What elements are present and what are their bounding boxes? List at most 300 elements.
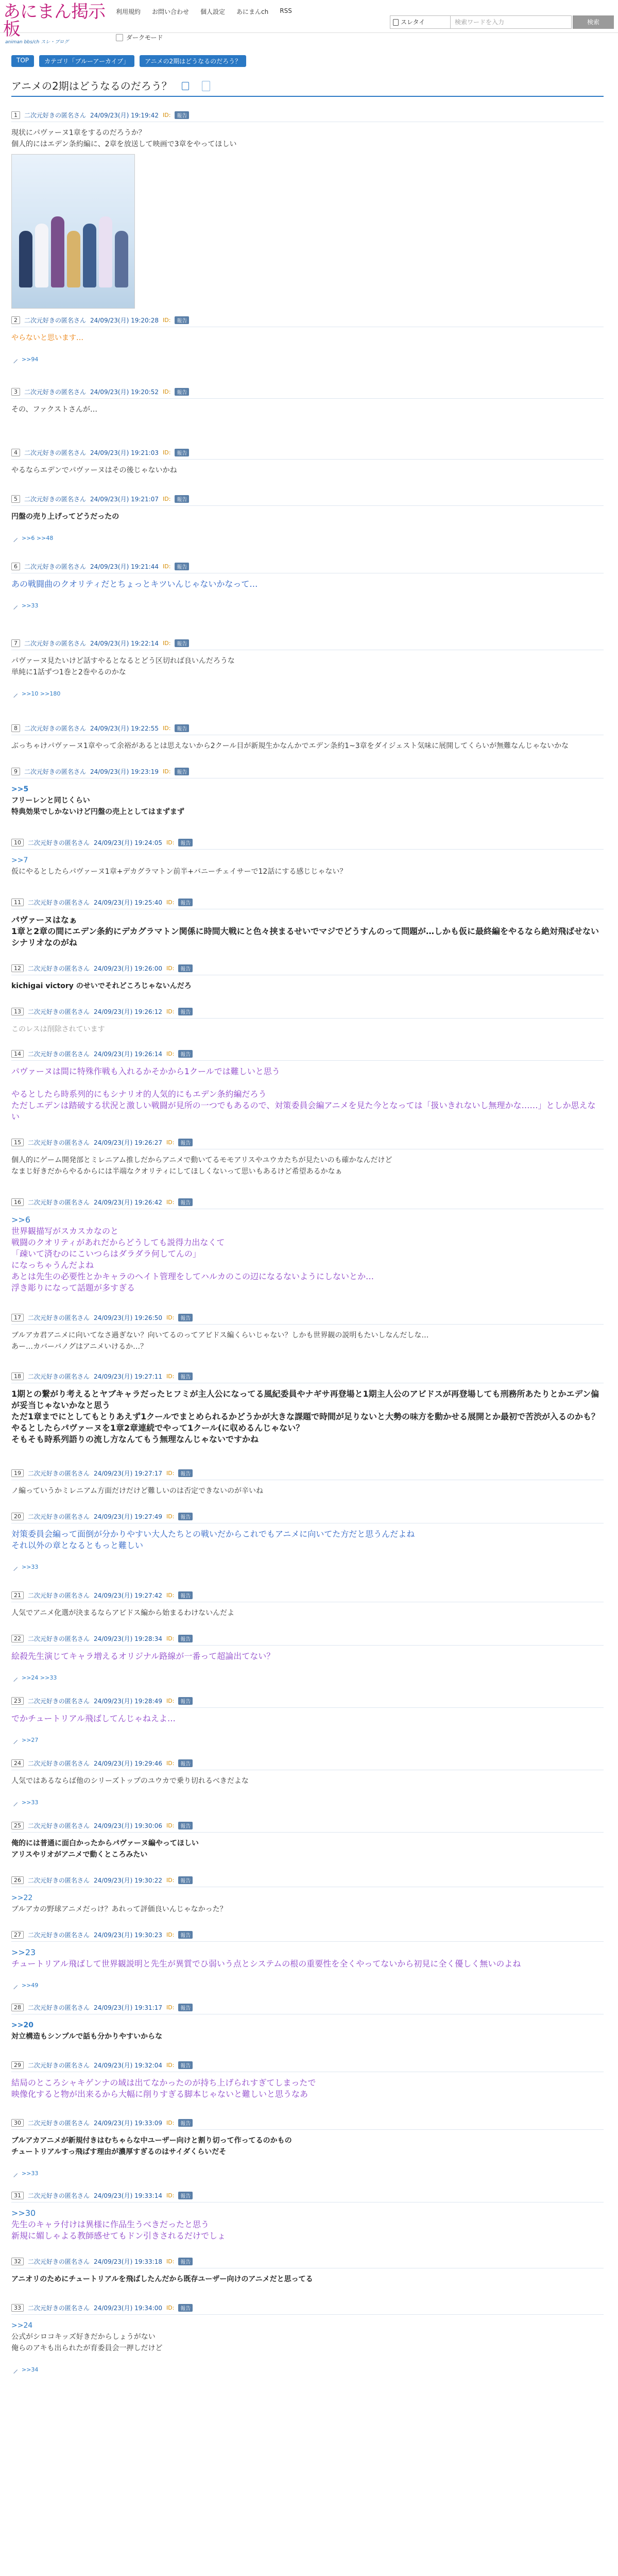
post-line: 俺的には普通に面白かったからパヴァーヌ編やってほしい [11, 1839, 199, 1848]
post-line: でかチュートリアル飛ばしてんじゃねえよ… [11, 1714, 176, 1723]
post-line: あー…カバーバノグはアニメいけるか…？ [11, 1343, 148, 1351]
post-date: 24/09/23(月) 19:33:14 [94, 2192, 162, 2199]
post-id[interactable]: ID: [162, 317, 171, 324]
post-header [11, 1469, 604, 1480]
post-date: 24/09/23(月) 19:22:14 [90, 640, 159, 647]
post-date: 24/09/23(月) 19:32:04 [94, 2062, 162, 2069]
reply-link[interactable]: >>33 [22, 1799, 39, 1806]
post-number[interactable]: 25 [11, 1822, 24, 1829]
post-id[interactable]: ID: [166, 2304, 175, 2311]
logo-subtext: animan bbs/ch スレ・ブログ [5, 40, 69, 45]
post-body [11, 655, 604, 678]
post-number[interactable]: 3 [11, 388, 20, 396]
post-author: 二次元好きの匿名さん [28, 1698, 90, 1705]
post-line: それ以外の章となるともっと難しい [11, 1540, 144, 1550]
darkmode-checkbox[interactable] [116, 34, 123, 41]
post-id[interactable]: ID: [162, 563, 171, 570]
post-number[interactable]: 2 [11, 316, 20, 324]
post [11, 639, 604, 697]
report-button[interactable]: 報告 [178, 2192, 193, 2199]
post-id[interactable]: ID: [166, 2062, 175, 2069]
post-date: 24/09/23(月) 19:33:09 [94, 2120, 162, 2127]
report-button[interactable]: 報告 [178, 1931, 193, 1939]
post-author: 二次元好きの匿名さん [28, 1877, 90, 1884]
post [11, 1512, 604, 1570]
nav-contact[interactable]: お問い合わせ [152, 8, 190, 15]
post-line: 映像化すると物が出来るから大幅に削りすぎる脚本じゃないと難しいと思うなあ [11, 2089, 308, 2099]
post-number[interactable]: 30 [11, 2119, 24, 2127]
post-number[interactable]: 4 [11, 449, 20, 456]
post-body [11, 332, 604, 344]
reply-link[interactable]: >>34 [22, 2366, 39, 2373]
post-number[interactable]: 7 [11, 639, 20, 647]
post-image[interactable] [11, 154, 135, 309]
post-id[interactable]: ID: [166, 1373, 175, 1380]
post-header [11, 2003, 604, 2014]
post-date: 24/09/23(月) 19:33:18 [94, 2258, 162, 2265]
post-author: 二次元好きの匿名さん [28, 1314, 90, 1321]
breadcrumb-top[interactable]: TOP [11, 55, 34, 67]
post-line: チュートリアルすっ飛ばす理由が濃厚すぎるのはサイダくらいだそ [11, 2148, 227, 2156]
post-id[interactable]: ID: [166, 1760, 175, 1767]
post-number[interactable]: 31 [11, 2192, 24, 2199]
post-line: ただしエデンは踏破する状況と激しい戦闘が見所の一つでもあるので、対策委員会編アニメを見た今となっては「扱いきれないし無理かな……」としか思えない [11, 1100, 596, 1122]
post-author: 二次元好きの匿名さん [28, 1139, 90, 1146]
report-button[interactable]: 報告 [178, 1876, 193, 1884]
post-id[interactable]: ID: [166, 1314, 175, 1321]
post-body [11, 914, 604, 948]
reply-link[interactable]: >>33 [22, 2170, 39, 2177]
post-line: ぶっちゃけパヴァーヌ1章やって余裕があるとは思えないから2クール目が新規生かなんかでエデン条約1~3章をダイジェスト気味に展開してくらいが無難なんじゃないかな [11, 742, 569, 750]
thread-title-bar [11, 78, 604, 97]
reply-links [11, 1982, 604, 1989]
post-number[interactable]: 9 [11, 768, 20, 775]
post-number[interactable]: 8 [11, 724, 20, 732]
report-button[interactable]: 報告 [178, 839, 193, 846]
reply-links [11, 602, 604, 609]
darkmode-toggle[interactable] [116, 33, 163, 42]
report-button[interactable]: 報告 [178, 1822, 193, 1829]
reply-icon[interactable] [10, 1981, 18, 1989]
post-date: 24/09/23(月) 19:26:27 [94, 1139, 162, 1146]
post-body [11, 2274, 604, 2285]
post-date: 24/09/23(月) 19:34:00 [94, 2304, 162, 2312]
post-id[interactable]: ID: [162, 640, 171, 647]
site-logo[interactable] [3, 3, 111, 45]
post-id[interactable]: ID: [166, 2192, 175, 2199]
report-button[interactable]: 報告 [178, 2119, 193, 2127]
post [11, 2119, 604, 2177]
post-body [11, 2320, 604, 2354]
reply-links [11, 1564, 604, 1570]
breadcrumb-category[interactable]: カテゴリ「ブルーアーカイブ」 [39, 55, 134, 67]
post-author: 二次元好きの匿名さん [28, 965, 90, 972]
post-number[interactable]: 16 [11, 1198, 24, 1206]
post-author: 二次元好きの匿名さん [24, 449, 87, 456]
report-button[interactable]: 報告 [175, 449, 189, 456]
figure-silhouette [115, 231, 128, 287]
post [11, 495, 604, 541]
post-line: パヴァーヌ見たいけど話すやるとなるとどう区切れば良いんだろうな [11, 657, 235, 665]
report-button[interactable]: 報告 [178, 1469, 193, 1477]
post-id[interactable]: ID: [162, 112, 171, 118]
post-body [11, 579, 604, 590]
post-id[interactable]: ID: [162, 449, 171, 456]
post-date: 24/09/23(月) 19:21:44 [90, 563, 159, 570]
post-body [11, 1485, 604, 1497]
report-button[interactable]: 報告 [178, 2061, 193, 2069]
post-line: やるとしたらパヴァーヌを1章2章連続でやって1クール(に収めるんじゃない？ [11, 1423, 304, 1433]
post-number[interactable]: 13 [11, 1008, 24, 1015]
post-id[interactable]: ID: [162, 725, 171, 732]
figure-silhouette [99, 216, 112, 287]
reply-anchor[interactable]: >>23 [11, 1947, 36, 1957]
post [11, 1697, 604, 1743]
post-header [11, 495, 604, 506]
reply-link[interactable]: >>24 >>33 [22, 1674, 57, 1681]
post-date: 24/09/23(月) 19:27:11 [94, 1373, 162, 1380]
reply-icon[interactable] [10, 1736, 18, 1743]
post [11, 1049, 604, 1123]
post-line: あの戦闘曲のクオリティだとちょっとキツいんじゃないかなって… [11, 579, 258, 589]
post-body [11, 784, 604, 818]
post-id[interactable]: ID: [166, 965, 175, 972]
post-line: その、ファクストさんが… [11, 405, 98, 414]
post-body [11, 740, 604, 752]
reply-links [11, 690, 604, 697]
post-line: 円盤の売り上げってどうだったの [11, 513, 119, 521]
post-line: このレスは削除されています [11, 1025, 105, 1033]
post-number[interactable]: 12 [11, 964, 24, 972]
post-number[interactable]: 11 [11, 899, 24, 906]
report-button[interactable]: 報告 [175, 111, 189, 119]
post [11, 1821, 604, 1860]
reply-links [11, 1799, 604, 1806]
report-button[interactable]: 報告 [175, 388, 189, 396]
report-button[interactable]: 報告 [178, 1635, 193, 1642]
post-header [11, 964, 604, 975]
post-header [11, 1930, 604, 1942]
post-id[interactable]: ID: [166, 1513, 175, 1520]
reply-link[interactable]: >>94 [22, 356, 39, 363]
post-author: 二次元好きの匿名さん [28, 1822, 90, 1829]
post-number[interactable]: 22 [11, 1635, 24, 1642]
post-id[interactable]: ID: [162, 496, 171, 502]
post-header [11, 1138, 604, 1149]
post [11, 1138, 604, 1177]
nav-terms[interactable]: 利用規約 [116, 8, 141, 15]
reply-anchor[interactable]: >>24 [11, 2321, 33, 2330]
post-line: 浮き彫りになって話題が多すぎる [11, 1283, 135, 1293]
post-header [11, 1591, 604, 1602]
report-button[interactable]: 報告 [178, 1513, 193, 1520]
post [11, 767, 604, 818]
post-id[interactable]: ID: [166, 839, 175, 846]
post-line: 世界観描写がスカスカなのと [11, 1226, 119, 1236]
report-button[interactable]: 報告 [178, 1139, 193, 1146]
post-number[interactable]: 21 [11, 1591, 24, 1599]
post-date: 24/09/23(月) 19:28:34 [94, 1635, 162, 1642]
report-button[interactable]: 報告 [175, 563, 189, 570]
post-id[interactable]: ID: [166, 1470, 175, 1477]
reply-icon[interactable] [10, 1563, 18, 1570]
reply-icon[interactable] [10, 2170, 18, 2177]
post [11, 1007, 604, 1035]
figure-silhouette [35, 224, 48, 287]
post-id[interactable]: ID: [162, 768, 171, 775]
post-body [11, 1066, 604, 1123]
post-number[interactable]: 29 [11, 2061, 24, 2069]
post-date: 24/09/23(月) 19:24:05 [94, 839, 162, 846]
post [11, 1198, 604, 1294]
post-author: 二次元好きの匿名さん [28, 899, 90, 906]
report-button[interactable]: 報告 [178, 1050, 193, 1058]
post [11, 2191, 604, 2242]
post-line: ブルアカ君アニメに向いてなさ過ぎない？向いてるのってアビドス編くらいじゃない？しかも世界観の説明もたいしなんだしな… [11, 1331, 429, 1340]
post-date: 24/09/23(月) 19:28:49 [94, 1698, 162, 1705]
search-input[interactable]: 検索ワードを入力 [451, 15, 572, 29]
post [11, 838, 604, 877]
post-number[interactable]: 20 [11, 1513, 24, 1520]
post-header [11, 2191, 604, 2202]
post-id[interactable]: ID: [166, 1199, 175, 1206]
post-author: 二次元好きの匿名さん [24, 768, 87, 775]
report-button[interactable]: 報告 [178, 964, 193, 972]
post-id[interactable]: ID: [166, 2004, 175, 2011]
post-line: 結局のところシャキゲンナの域は出てなかったのが持ち上げられすぎてしまったで [11, 2078, 316, 2088]
post-header [11, 1512, 604, 1523]
report-button[interactable]: 報告 [175, 768, 189, 775]
post-number[interactable]: 27 [11, 1931, 24, 1939]
report-button[interactable]: 報告 [178, 1372, 193, 1380]
post-id[interactable]: ID: [166, 1698, 175, 1704]
post-number[interactable]: 24 [11, 1759, 24, 1767]
post-line: ただ1章までにとしてもとりあえず1クールでまとめられるかどうかが大きな課題で時間が足りないと大勢の味方を動かせる展開とか最初で苦渋が入るのかも？ [11, 1412, 599, 1421]
post-author: 二次元好きの匿名さん [28, 2062, 90, 2069]
reply-anchor[interactable]: >>7 [11, 856, 28, 865]
post-date: 24/09/23(月) 19:21:07 [90, 496, 159, 503]
post-number[interactable]: 28 [11, 2004, 24, 2011]
post-date: 24/09/23(月) 19:27:42 [94, 1592, 162, 1599]
post-header [11, 1697, 604, 1708]
post-date: 24/09/23(月) 19:26:12 [94, 1008, 162, 1015]
report-button[interactable]: 報告 [178, 2304, 193, 2312]
post-number[interactable]: 17 [11, 1314, 24, 1321]
report-button[interactable]: 報告 [178, 1759, 193, 1767]
figure-silhouette [51, 216, 64, 287]
post-header [11, 2061, 604, 2072]
post-id[interactable]: ID: [166, 1050, 175, 1057]
reply-anchor[interactable]: >>30 [11, 2208, 36, 2218]
post-header [11, 562, 604, 573]
nav-settings[interactable]: 個人設定 [200, 8, 226, 15]
bookmark-icon[interactable] [202, 81, 210, 91]
post-body [11, 1838, 604, 1860]
share-icon[interactable] [182, 82, 189, 90]
post-header [11, 387, 604, 399]
post-date: 24/09/23(月) 19:30:23 [94, 1931, 162, 1939]
post-line: 仮にやるとしたらパヴァーヌ1章+デカグラマトン前半+バニーチェイサーで12話にする感じじゃない？ [11, 868, 347, 876]
post [11, 724, 604, 752]
post-body [11, 1713, 604, 1724]
post-body [11, 1892, 604, 1915]
reply-links [11, 2366, 604, 2373]
reply-icon[interactable] [10, 355, 18, 363]
post-line: 「疎いて済むのにこいつらはダラダラ何してんの」 [11, 1249, 201, 1259]
reply-icon[interactable] [10, 1674, 18, 1681]
post-number[interactable]: 5 [11, 495, 20, 503]
report-button[interactable]: 報告 [178, 899, 193, 906]
post-header [11, 448, 604, 460]
post-date: 24/09/23(月) 19:27:17 [94, 1470, 162, 1477]
reply-icon[interactable] [10, 534, 18, 541]
post-line: 個人的にゲーム開発部とミレニアム推しだからアニメで動いてるモモアリスやユウカたちが見たいのも確かなんだけど [11, 1156, 392, 1164]
report-button[interactable]: 報告 [178, 1198, 193, 1206]
figure-silhouette [19, 231, 32, 287]
post-author: 二次元好きの匿名さん [28, 1373, 90, 1380]
reply-anchor[interactable]: >>5 [11, 785, 29, 793]
post-id[interactable]: ID: [166, 1635, 175, 1642]
reply-links [11, 356, 604, 363]
report-button[interactable]: 報告 [178, 1008, 193, 1015]
post-author: 二次元好きの匿名さん [28, 1592, 90, 1599]
post-number[interactable]: 23 [11, 1697, 24, 1705]
post-id[interactable]: ID: [166, 899, 175, 906]
post-author: 二次元好きの匿名さん [28, 2258, 90, 2265]
post-id[interactable]: ID: [162, 388, 171, 395]
post-header [11, 316, 604, 327]
reply-link[interactable]: >>33 [22, 1564, 39, 1570]
report-button[interactable]: 報告 [178, 1697, 193, 1705]
nav-animanch[interactable]: あにまんch [236, 8, 269, 15]
report-button[interactable]: 報告 [178, 2258, 193, 2265]
post-line: そもそも時系列語りの流し方なんてもう無理なんじゃないですかね [11, 1434, 259, 1444]
thread-title: アニメの2期はどうなるのだろう？ [11, 80, 172, 92]
reply-icon[interactable] [10, 690, 18, 697]
reply-links [11, 535, 604, 541]
post-number[interactable]: 32 [11, 2258, 24, 2265]
post-date: 24/09/23(月) 19:20:52 [90, 388, 159, 396]
reply-anchor[interactable]: >>22 [11, 1894, 33, 1902]
post-date: 24/09/23(月) 19:27:49 [94, 1513, 162, 1520]
post-number[interactable]: 10 [11, 839, 24, 846]
post-id[interactable]: ID: [166, 2120, 175, 2126]
reply-anchor[interactable]: >>20 [11, 2021, 33, 2029]
post-body [11, 2077, 604, 2100]
post [11, 316, 604, 363]
breadcrumb [11, 55, 246, 67]
report-button[interactable]: 報告 [175, 495, 189, 503]
reply-links [11, 1674, 604, 1681]
post-header [11, 1313, 604, 1325]
post-line: 対策委員会編って面倒が分かりやすい大人たちとの戦いだからこれでもアニメに向いてた方だと思うんだよね [11, 1529, 415, 1539]
post-id[interactable]: ID: [166, 1008, 175, 1015]
post-number[interactable]: 1 [11, 111, 20, 119]
post-author: 二次元好きの匿名さん [28, 2192, 90, 2199]
post-body [11, 1024, 604, 1035]
reply-link[interactable]: >>6 >>48 [22, 535, 54, 541]
post-line: なまじ好きだからやるからには半端なクオリティにしてほしくないって思いもあるけど希望あるかなぁ [11, 1167, 342, 1176]
search-scope-select[interactable] [390, 15, 451, 29]
post [11, 1469, 604, 1497]
post-number[interactable]: 15 [11, 1139, 24, 1146]
post-number[interactable]: 33 [11, 2304, 24, 2312]
post-line: やるとしたら時系列的にもシナリオ的人気的にもエデン条約編だろう [11, 1089, 267, 1099]
post-author: 二次元好きの匿名さん [28, 2304, 90, 2312]
search-button[interactable]: 検索 [573, 15, 614, 29]
post [11, 1876, 604, 1915]
post [11, 898, 604, 948]
post-header [11, 767, 604, 778]
post-list [11, 111, 604, 2388]
post-author: 二次元好きの匿名さん [24, 725, 87, 732]
report-button[interactable]: 報告 [178, 1591, 193, 1599]
reply-link[interactable]: >>10 >>180 [22, 690, 61, 697]
post-number[interactable]: 14 [11, 1050, 24, 1058]
post-line: アニオリのためにチュートリアルを飛ばしたんだから既存ユーザー向けのアニメだと思ってる [11, 2275, 313, 2283]
post-body [11, 1529, 604, 1551]
reply-link[interactable]: >>27 [22, 1737, 39, 1743]
report-button[interactable]: 報告 [175, 316, 189, 324]
post-id[interactable]: ID: [166, 1931, 175, 1938]
post-date: 24/09/23(月) 19:22:55 [90, 725, 159, 732]
post [11, 448, 604, 476]
post-header [11, 1759, 604, 1770]
post-number[interactable]: 18 [11, 1372, 24, 1380]
post-id[interactable]: ID: [166, 1139, 175, 1146]
reply-link[interactable]: >>33 [22, 602, 39, 609]
reply-link[interactable]: >>49 [22, 1982, 39, 1989]
report-button[interactable]: 報告 [178, 1314, 193, 1321]
post-author: 二次元好きの匿名さん [24, 563, 87, 570]
post-line: パヴァーヌはなぁ [11, 915, 77, 925]
post [11, 1372, 604, 1445]
report-button[interactable]: 報告 [178, 2004, 193, 2011]
report-button[interactable]: 報告 [175, 639, 189, 647]
post-id[interactable]: ID: [166, 1877, 175, 1884]
post-number[interactable]: 26 [11, 1876, 24, 1884]
post-number[interactable]: 6 [11, 563, 20, 570]
reply-icon[interactable] [10, 1799, 18, 1806]
post-id[interactable]: ID: [166, 1592, 175, 1599]
post-date: 24/09/23(月) 19:20:28 [90, 317, 159, 324]
search-bar [390, 15, 614, 29]
reply-icon[interactable] [10, 2366, 18, 2373]
post [11, 2003, 604, 2042]
report-button[interactable]: 報告 [175, 724, 189, 732]
post-body [11, 2135, 604, 2158]
post-line: 人気ではあるならば他のシリーズトップのユウカで乗り切れるべきだよな [11, 1777, 249, 1785]
reply-anchor[interactable]: >>6 [11, 1215, 30, 1225]
post-body [11, 1330, 604, 1352]
reply-icon[interactable] [10, 602, 18, 609]
post-header [11, 2303, 604, 2315]
post-date: 24/09/23(月) 19:26:50 [94, 1314, 162, 1321]
post-author: 二次元好きの匿名さん [28, 1635, 90, 1642]
figure-silhouette [83, 224, 96, 287]
post-number[interactable]: 19 [11, 1469, 24, 1477]
breadcrumb-thread[interactable]: アニメの2期はどうなるのだろう？ [140, 55, 246, 67]
post-date: 24/09/23(月) 19:26:14 [94, 1050, 162, 1058]
post-body [11, 1607, 604, 1619]
post-line: あとは先生の必要性とかキャラのヘイト管理をしてハルカのこの辺になるないようにしないとか… [11, 1272, 374, 1281]
post-line: フリーレンと同じくらい [11, 796, 90, 805]
nav-rss[interactable]: RSS [280, 7, 292, 14]
post-id[interactable]: ID: [166, 2258, 175, 2265]
post-id[interactable]: ID: [166, 1822, 175, 1829]
post-line: アリスやリオがアニメで動くところみたい [11, 1851, 148, 1859]
post-header [11, 838, 604, 850]
